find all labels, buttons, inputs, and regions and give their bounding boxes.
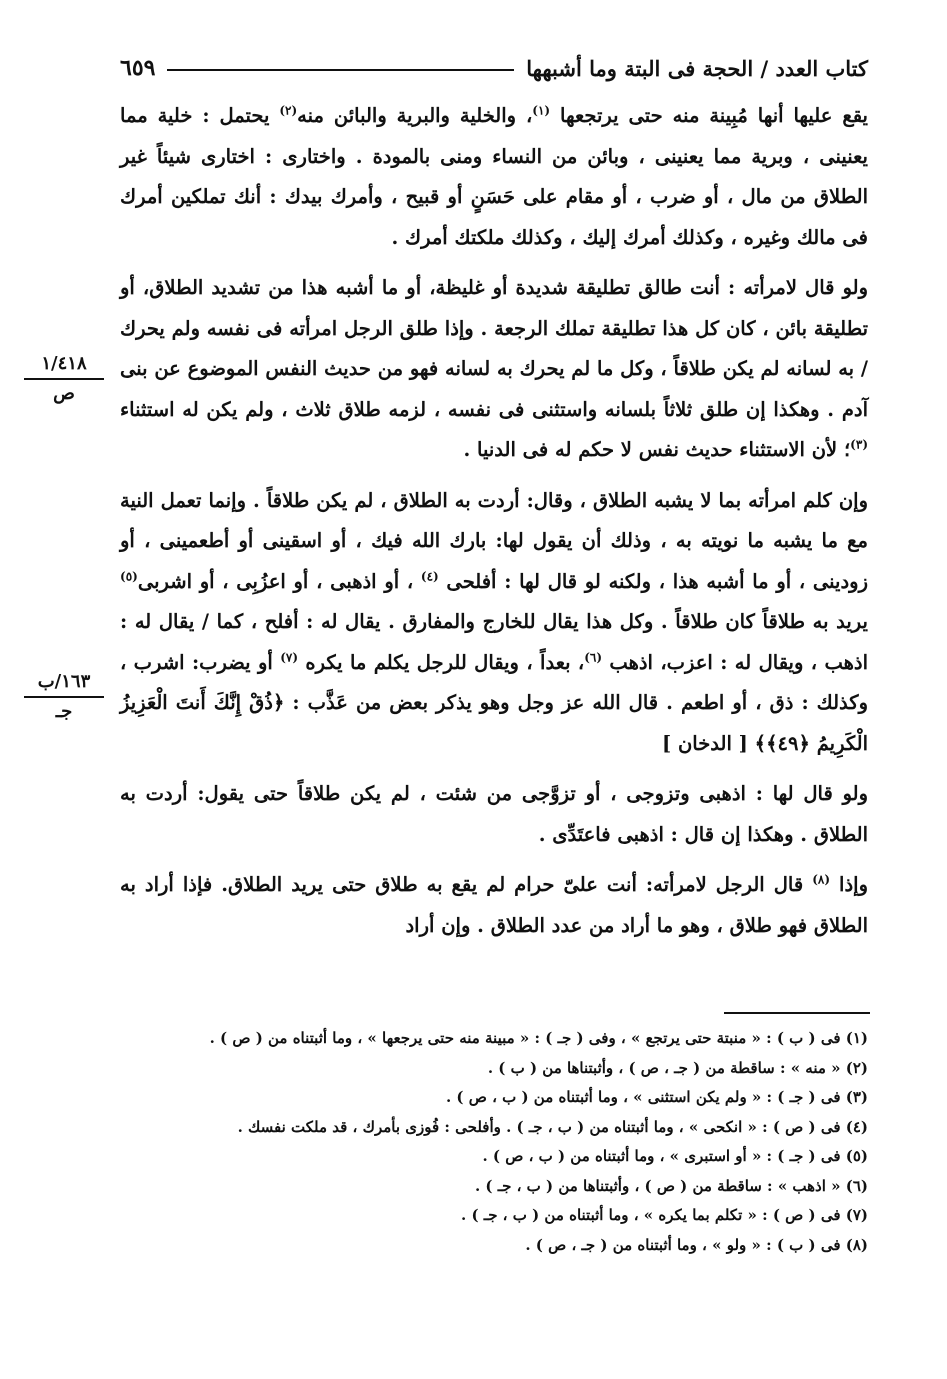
- footnote: (٣) فى ( جـ ) : « ولم يكن استثنى » ، وما أثبتناه من ( ب ، ص ) .: [445, 1088, 868, 1106]
- text-run: ؛ لأن الاستثناء حديث نفس لا حكم له فى الدنيا .: [463, 438, 851, 461]
- surah-reference: [ الدخان ]: [661, 731, 755, 755]
- footnote: (٥) فى ( جـ ) : « أو استبرى » ، وما أثبتناه من ( ب ، ص ) .: [482, 1147, 868, 1165]
- footnote-ref: (٤): [420, 569, 439, 583]
- running-header: [120, 48, 868, 88]
- text-run: ، بعداً ، ويقال للرجل يكلم ما يكره: [298, 650, 585, 674]
- footnote: (١) فى ( ب ) : « منبتة حتى يرتجع » ، وفى ( جـ ) : « مبينة منه حتى يرجعها » ، وما أثبتناه من ( ص ) .: [209, 1029, 868, 1047]
- margin-folio: ١/٤١٨: [24, 352, 104, 380]
- footnote: (٨) فى ( ب ) : « ولو » ، وما أثبتناه من ( جـ ، ص ) .: [525, 1235, 868, 1254]
- text-run: يقع عليها أنها مُبِينة منه حتى يرتجعها: [550, 104, 868, 127]
- footnote-ref: (٨): [812, 872, 831, 887]
- footnote-ref: (٧): [280, 650, 299, 664]
- text-run: أو يضرب: اشرب ، وكذلك : ذق ، أو اطعم . قال الله عز وجل وهو يذكر بعض من عَذَّب :: [120, 650, 868, 714]
- margin-folio: ١٦٣/ب: [24, 670, 104, 698]
- margin-siglum: ص: [53, 383, 75, 404]
- footnote-ref: (١): [532, 103, 551, 118]
- page-number: ٦٥٩: [120, 55, 156, 81]
- manuscript-marker-jim: [24, 670, 104, 724]
- margin-siglum: جـ: [55, 701, 73, 722]
- text-run: يحتمل : خلية مما يعنينى ، وبرية مما يعنينى ، وبائن من النساء ومنى بالمودة . واختارى : اختارى شيئاً غير الطلاق من مال ، أو ضرب ، أو مقام على حَسَنٍ أو قبيح ، وأمرك بيدك : أنك تملكين أمرك فى مالك وغيره ، وكذلك أمرك إليك ، وكذلك ملكتك أمرك .: [120, 104, 868, 249]
- footnotes: [120, 1024, 868, 1260]
- footnote-ref: (٣): [850, 437, 868, 452]
- text-run: وإذا: [830, 873, 868, 896]
- footnote-ref: (٦): [584, 650, 603, 664]
- chapter-title: كتاب العدد / الحجة فى البتة وما أشبهها: [526, 55, 868, 81]
- text-run: وإن كلم امرأته بما لا يشبه الطلاق ، وقال: أردت به الطلاق ، لم يكن طلاقاً . وإنما تعمل النية مع ما يشبه ما نويته به ، وذلك أن يقول لها: بارك الله فيك ، أو اسقينى أو أطعمينى ، أو زودينى ، أو ما أشبه هذا ، ولكنه لو قال لها : أفلحى: [120, 488, 868, 593]
- paragraph: [120, 268, 868, 471]
- text-run: ولو قال لها : اذهبى وتزوجى ، أو تزوَّجى من شئت ، لم يكن طلاقاً حتى يقول: أردت به الطلاق . وهكذا إن قال : اذهبى فاعتَدِّى .: [120, 782, 868, 846]
- text-run: ، أو اذهبى ، أو اعزُبِى ، أو اشربى: [137, 569, 421, 593]
- footnote: (٦) « اذهب » : ساقطة من ( ص ) ، وأثبتناها من ( ب ، جـ ) .: [474, 1176, 868, 1195]
- quran-verse: ﴿ذُقْ إِنَّكَ أَنتَ الْعَزِيزُ الْكَرِيمُ ﴿٤٩﴾﴾: [120, 691, 868, 755]
- paragraph: [120, 774, 868, 855]
- footnote: (٢) « منه » : ساقطة من ( جـ ، ص ) ، وأثبتناها من ( ب ) .: [487, 1058, 868, 1077]
- footnote-ref: (٥): [120, 569, 138, 583]
- footnote: (٤) فى ( ص ) : « انكحى » ، وما أثبتناه من ( ب ، جـ ) . وأفلحى : فُوزى بأمرك ، قد ملكت نفسك .: [237, 1117, 868, 1136]
- paragraph: [120, 96, 868, 258]
- text-run: ولو قال لامرأته : أنت طالق تطليقة شديدة أو غليظة، أو ما أشبه هذا من تشديد الطلاق، أو تطليقة بائن ، كان كل هذا تطليقة تملك الرجعة . وإذا طلق الرجل امرأته فى نفسه ولم يحرك / به لسانه لم يكن طلاقاً ، وكل ما لم يحرك به لسانه فهو من حديث النفس الموضوع عن بنى آدم . وهكذا إن طلق ثلاثاً بلسانه واستثنى فى نفسه ، لزمه طلاق ثلاث ، ولم يكن له استثناء: [119, 276, 868, 421]
- footnote: (٧) فى ( ص ) : « تكلم بما يكره » ، وما أثبتناه من ( ب ، جـ ) .: [461, 1206, 868, 1224]
- header-rule: [167, 69, 514, 71]
- paragraph: [120, 481, 868, 765]
- footnote-ref: (٢): [279, 103, 298, 118]
- paragraph: [120, 865, 868, 946]
- text-run: ، والخلية والبرية والبائن منه: [297, 104, 533, 127]
- text-run: يريد به طلاقاً كان طلاقاً . وكل هذا يقال للخارج والمفارق . يقال له : أفلح ، كما / يقال له : اذهب ، ويقال له : اعزب، اذهب: [120, 610, 868, 674]
- footnote-separator: [724, 1012, 870, 1014]
- text-run: قال الرجل لامرأته: أنت علىّ حرام لم يقع به طلاق حتى يريد الطلاق. فإذا أراد به الطلاق فهو طلاق ، وهو ما أراد من عدد الطلاق . وإن أراد: [120, 873, 868, 937]
- main-text: [120, 96, 868, 956]
- manuscript-marker-sad: [24, 352, 104, 406]
